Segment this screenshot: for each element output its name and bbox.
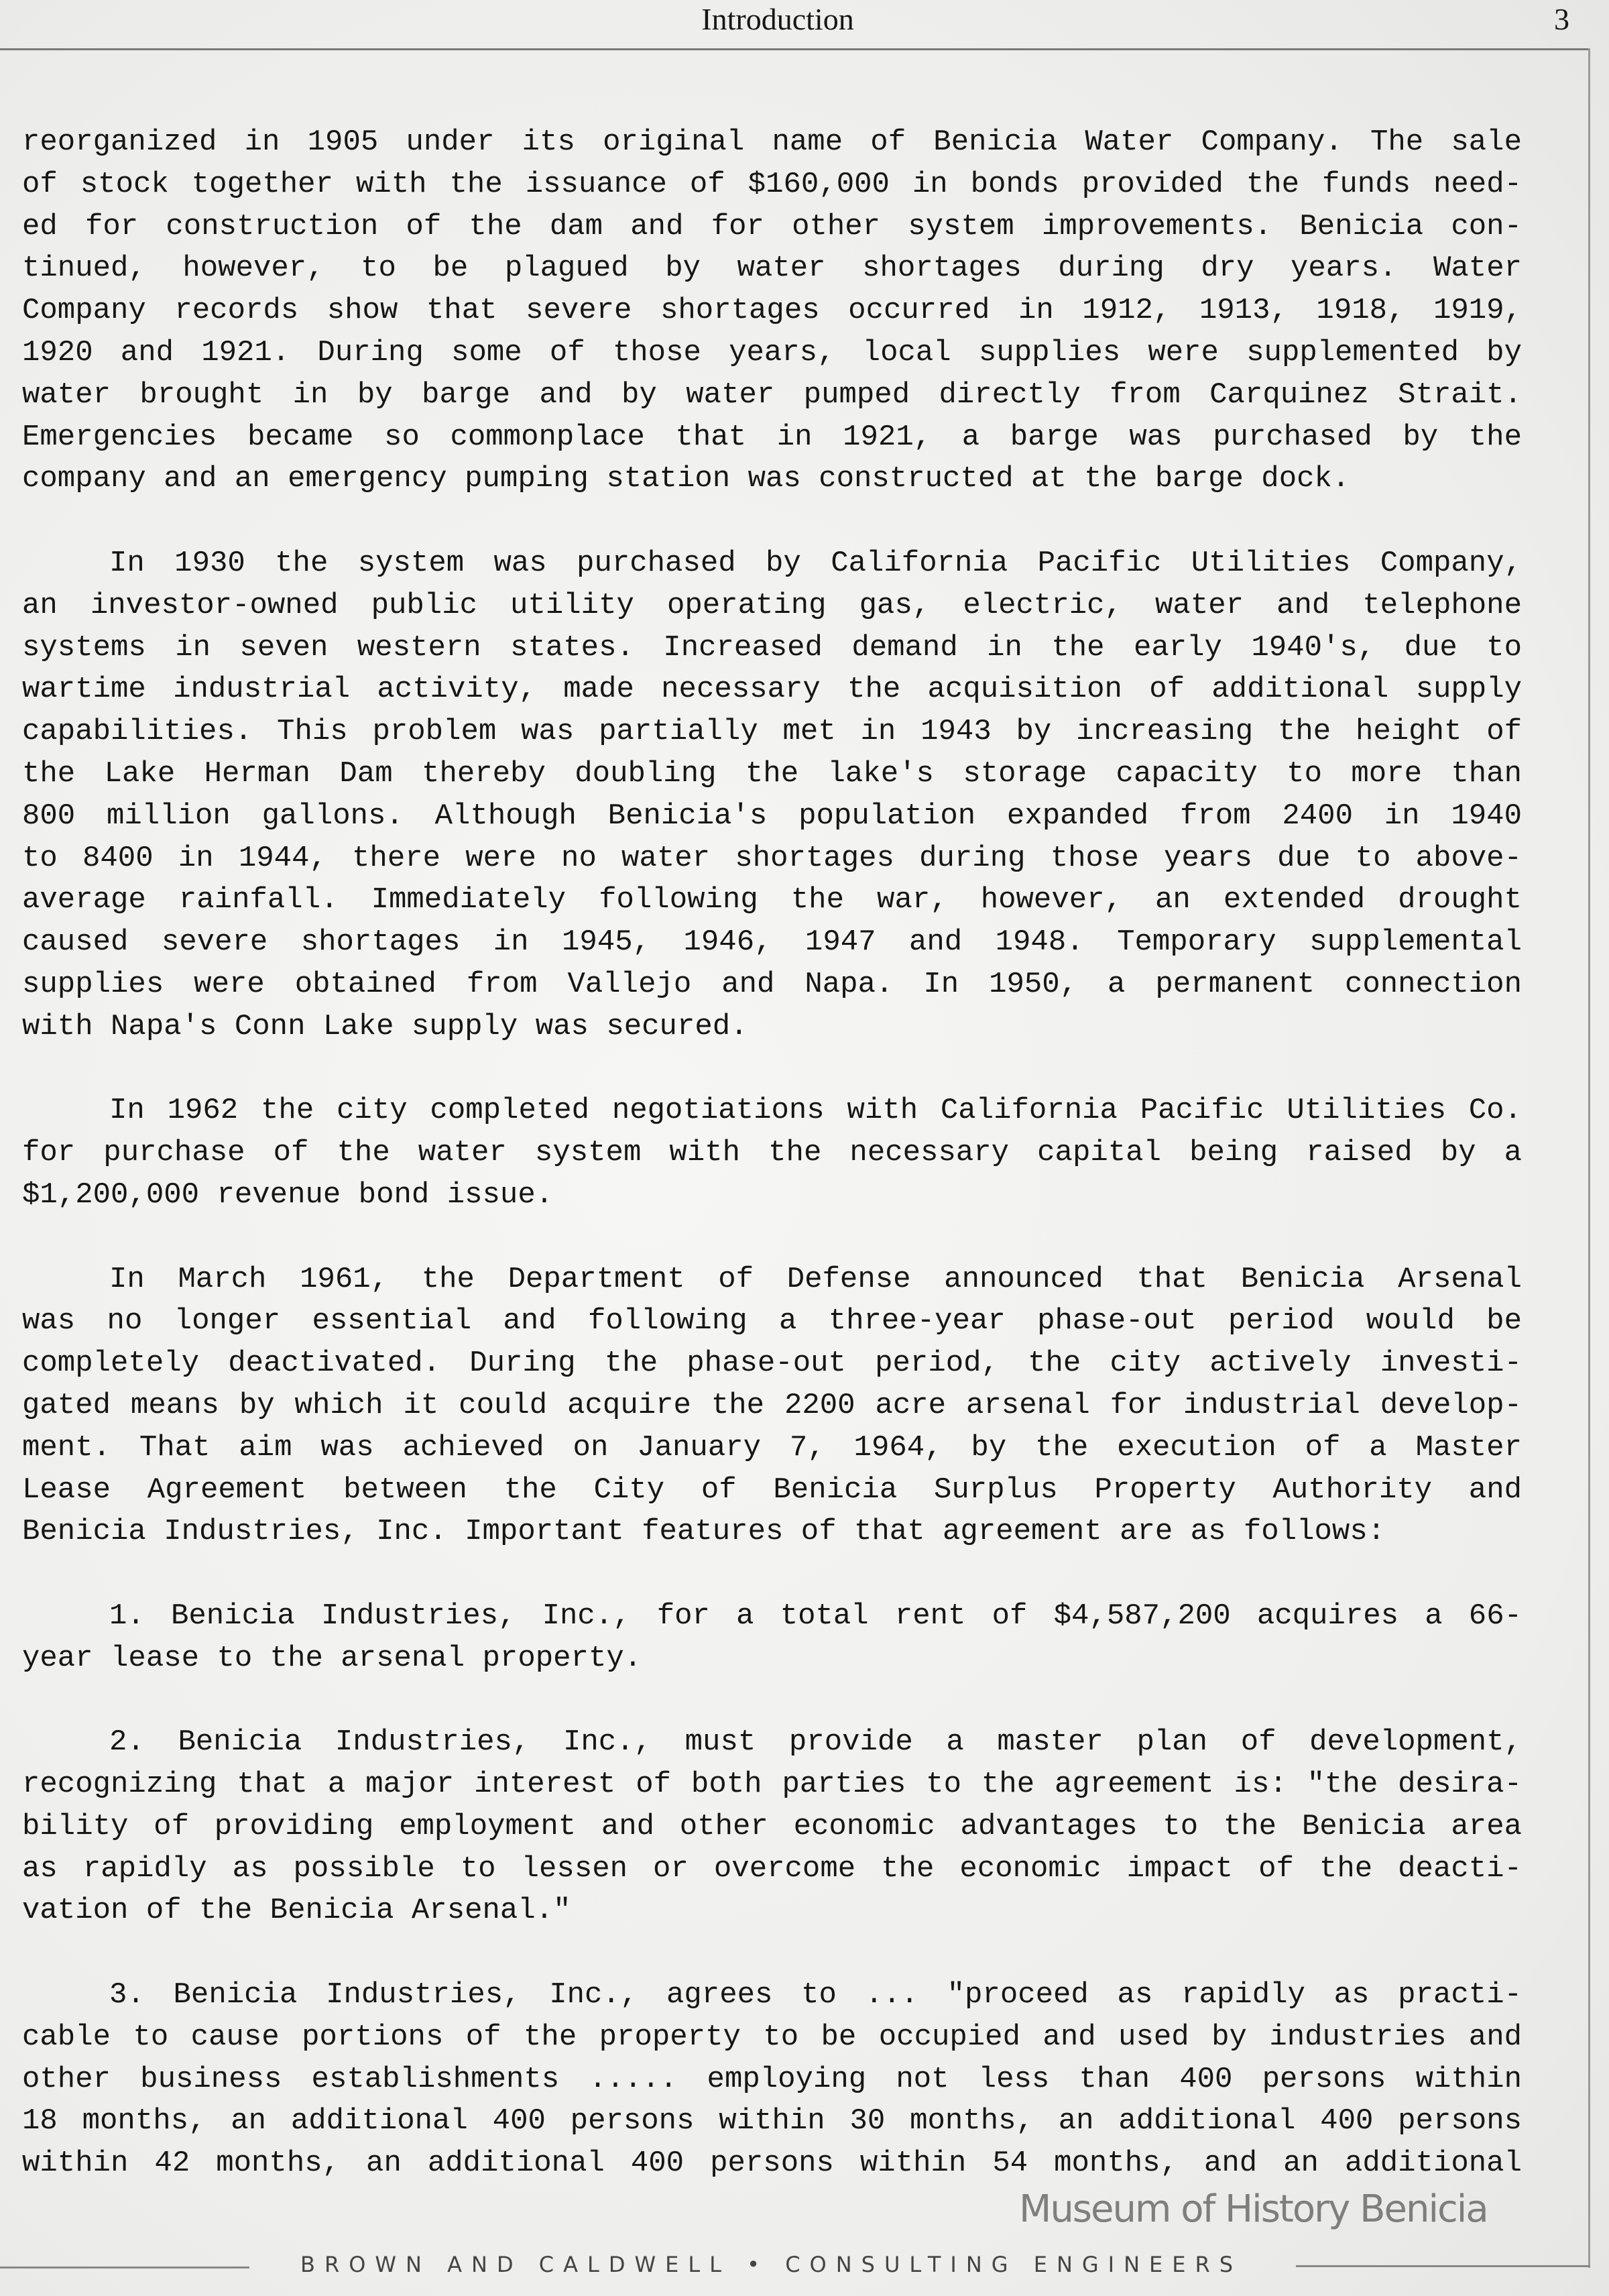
paragraph-line: In 1930 the system was purchased by California Pacific Utilities Company, [109,546,1522,580]
paragraph-line: other business establishments ..... employing not less than 400 persons within [22,2062,1522,2096]
paragraph-line: with Napa's Conn Lake supply was secured. [22,1009,748,1043]
paragraph-line: caused severe shortages in 1945, 1946, 1947 and 1948. Temporary supplemental [22,925,1522,960]
paragraph-line: an investor-owned public utility operating gas, electric, water and telephone [22,588,1522,622]
paragraph-gap [22,1932,1522,1974]
paragraph-line: 3. Benicia Industries, Inc., agrees to ... "proceed as rapidly as practi- [109,1978,1522,2012]
paragraph-line: ment. That aim was achieved on January 7, 1964, by the execution of a Master [22,1430,1522,1465]
paragraph-line: 1. Benicia Industries, Inc., for a total rent of $4,587,200 acquires a 66- [109,1599,1522,1633]
paragraph-gap [22,500,1522,542]
paragraph-line: as rapidly as possible to lessen or overcome the economic impact of the deacti- [22,1851,1522,1886]
paragraph-gap [22,1216,1522,1259]
paragraph-line: cable to cause portions of the property to be occupied and used by industries and [22,2020,1522,2054]
paragraph-line: supplies were obtained from Vallejo and Napa. In 1950, a permanent connection [22,967,1522,1001]
paragraph-line: company and an emergency pumping station was constructed at the barge dock. [22,462,1350,496]
paragraph-line: average rainfall. Immediately following the war, however, an extended drought [22,883,1522,917]
paragraph-gap [22,1553,1522,1595]
page-number: 3 [1554,2,1569,36]
paragraph-line: within 42 months, an additional 400 persons within 54 months, and an additional [22,2146,1522,2181]
paragraph-line: 2. Benicia Industries, Inc., must provide a master plan of development, [109,1725,1522,1760]
paragraph-line: of stock together with the issuance of $160,000 in bonds provided the funds need- [22,167,1522,201]
paragraph-line: 800 million gallons. Although Benicia's population expanded from 2400 in 1940 [22,799,1522,833]
paragraph-line: reorganized in 1905 under its original name of Benicia Water Company. The sale [22,125,1522,159]
paragraph-line: Benicia Industries, Inc. Important features of that agreement are as follows: [22,1515,1386,1549]
paragraph-line: ed for construction of the dam and for other system improvements. Benicia con- [22,209,1522,243]
paragraph-line: gated means by which it could acquire the 2200 acre arsenal for industrial develop- [22,1388,1522,1422]
paragraph-line: the Lake Herman Dam thereby doubling the lake's storage capacity to more than [22,756,1522,791]
paragraph-line: $1,200,000 revenue bond issue. [22,1178,554,1212]
paragraph-line: year lease to the arsenal property. [22,1641,642,1675]
paragraph-line: In 1962 the city completed negotiations with California Pacific Utilities Co. [109,1094,1522,1128]
paragraph-line: wartime industrial activity, made necessary the acquisition of additional supply [22,673,1522,707]
paragraph-gap [22,1048,1522,1090]
paragraph-line: completely deactivated. During the phase-out period, the city actively investi- [22,1346,1522,1381]
paragraph-line: 18 months, an additional 400 persons within 30 months, an additional 400 persons [22,2104,1522,2138]
paragraph-gap [22,1679,1522,1721]
paragraph-line: systems in seven western states. Increased demand in the early 1940's, due to [22,630,1522,665]
right-border-rule [1588,48,1590,2268]
paragraph-line: capabilities. This problem was partially met in 1943 by increasing the height of [22,715,1522,749]
paragraph-line: 1920 and 1921. During some of those years, local supplies were supplemented by [22,335,1522,369]
paragraph-line: to 8400 in 1944, there were no water shortages during those years due to above- [22,841,1522,875]
paragraph-line: recognizing that a major interest of both parties to the agreement is: "the desira- [22,1768,1522,1802]
paragraph-line: water brought in by barge and by water pumped directly from Carquinez Strait. [22,378,1522,412]
paragraph-line: for purchase of the water system with the necessary capital being raised by a [22,1136,1522,1170]
museum-watermark: Museum of History Benicia [1019,2187,1488,2231]
paragraph-line: Lease Agreement between the City of Benicia Surplus Property Authority and [22,1473,1522,1507]
paragraph-line: Company records show that severe shortages occurred in 1912, 1913, 1918, 1919, [22,294,1522,328]
footer-rule-right [1296,2265,1590,2267]
running-header-title: Introduction [701,2,854,36]
paragraph-line: bility of providing employment and other economic advantages to the Benicia area [22,1809,1522,1843]
body-text [22,121,1522,2185]
footer-rule-left [0,2266,249,2269]
paragraph-line: In March 1961, the Department of Defense announced that Benicia Arsenal [109,1262,1522,1296]
paragraph-line: was no longer essential and following a three-year phase-out period would be [22,1304,1522,1338]
header-rule [0,48,1590,50]
paragraph-line: tinued, however, to be plagued by water shortages during dry years. Water [22,251,1522,286]
paragraph-line: Emergencies became so commonplace that in 1921, a barge was purchased by the [22,420,1522,454]
footer-firm-name: BROWN AND CALDWELL • CONSULTING ENGINEERS [300,2252,1243,2277]
paragraph-line: vation of the Benicia Arsenal." [22,1894,571,1928]
